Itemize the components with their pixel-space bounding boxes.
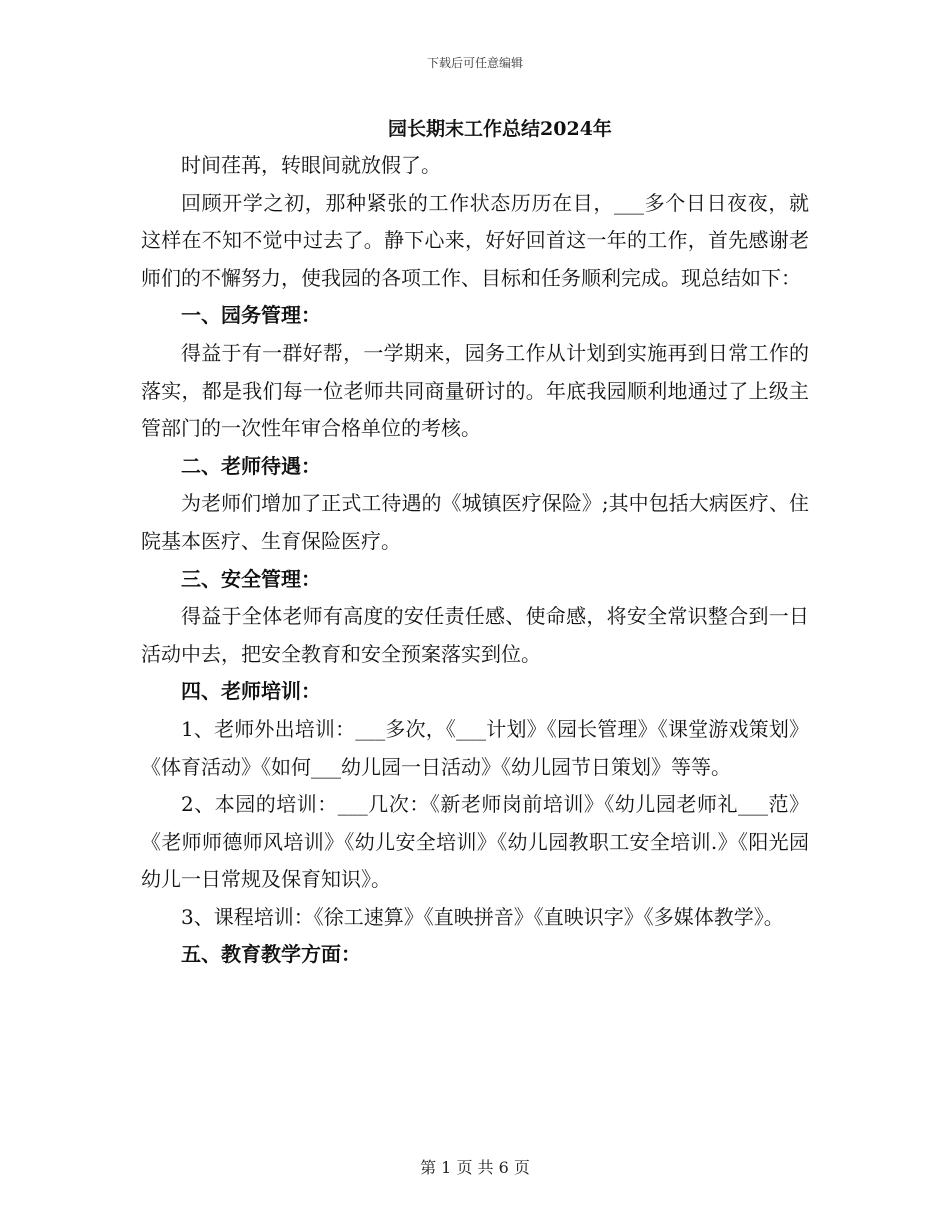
page-number: 第 1 页 共 6 页 <box>420 1158 530 1177</box>
section-heading: 二、老师待遇： <box>181 453 321 478</box>
section-heading: 五、教育教学方面： <box>181 942 361 967</box>
paragraph: 1、老师外出培训：___多次，《___计划》《园长管理》《课堂游戏策划》《体育活动》《如何___幼儿园一日活动》《幼儿园节日策划》等等。 <box>141 716 809 779</box>
paragraph: 回顾开学之初，那种紧张的工作状态历历在目，___多个日日夜夜，就这样在不知不觉中过去了。静下心来，好好回首这一年的工作，首先感谢老师们的不懈努力，使我园的各项工作、目标和任务顺利完成。现总结如下： <box>141 190 809 290</box>
section-heading: 一、园务管理： <box>181 303 321 328</box>
document-title: 园长期末工作总结2024年 <box>388 118 612 140</box>
document-body <box>141 147 809 974</box>
section-heading: 三、安全管理： <box>181 566 321 591</box>
paragraph: 时间荏苒，转眼间就放假了。 <box>181 153 441 177</box>
header-note: 下载后可任意编辑 <box>426 56 523 70</box>
paragraph: 2、本园的培训：___几次：《新老师岗前培训》《幼儿园老师礼___范》《老师师德师风培训》《幼儿安全培训》《幼儿园教职工安全培训.》《阳光园幼儿一日常规及保育知识》。 <box>141 792 809 892</box>
section-heading: 四、老师培训： <box>181 679 321 704</box>
paragraph: 3、课程培训：《徐工速算》《直映拼音》《直映识字》《多媒体教学》。 <box>181 904 784 929</box>
paragraph: 得益于全体老师有高度的安任责任感、使命感，将安全常识整合到一日活动中去，把安全教育和安全预案落实到位。 <box>141 604 809 666</box>
paragraph: 得益于有一群好帮，一学期来，园务工作从计划到实施再到日常工作的落实，都是我们每一位老师共同商量研讨的。年底我园顺利地通过了上级主管部门的一次性年审合格单位的考核。 <box>141 340 809 441</box>
paragraph: 为老师们增加了正式工待遇的《城镇医疗保险》;其中包括大病医疗、住院基本医疗、生育保险医疗。 <box>141 491 809 553</box>
